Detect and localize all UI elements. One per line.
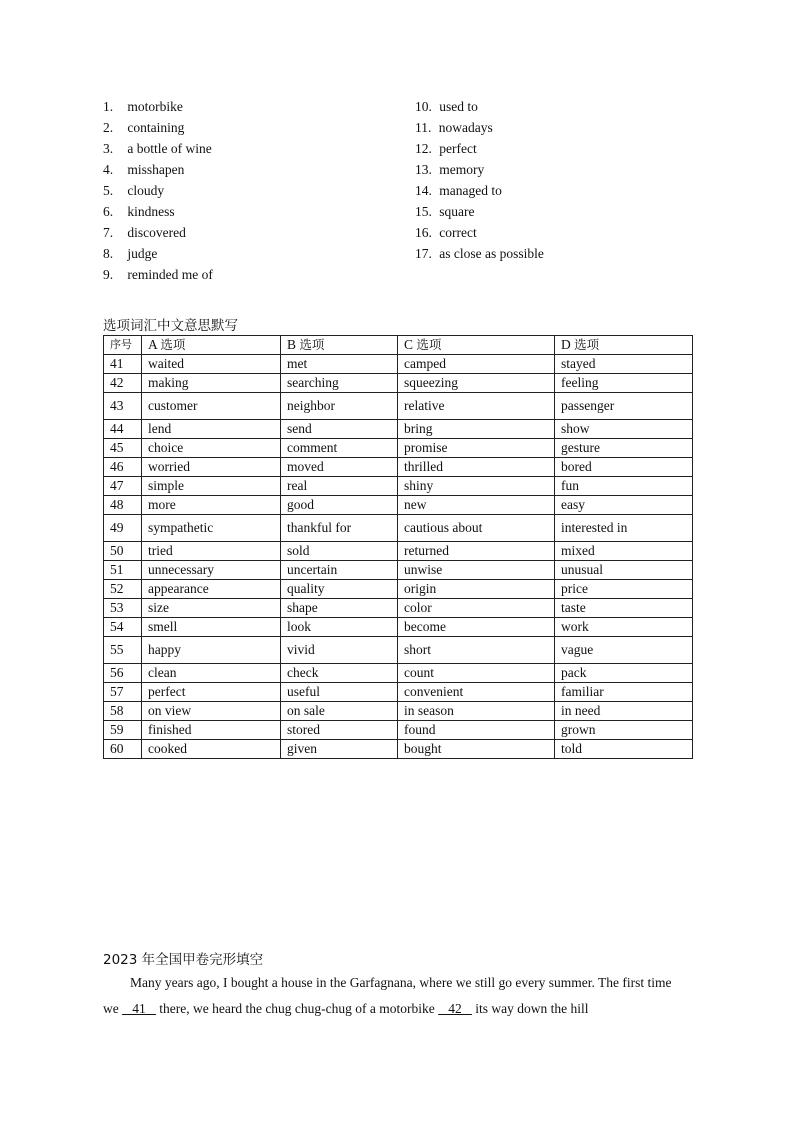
header-cn: 选项 xyxy=(574,337,600,352)
answer-number: 10. xyxy=(415,99,432,114)
answer-text: used to xyxy=(439,99,478,114)
cell-option-c: in season xyxy=(398,702,555,721)
passage-text xyxy=(103,970,703,1022)
cell-option-c: bring xyxy=(398,420,555,439)
answer-text: misshapen xyxy=(127,162,185,177)
cell-option-d: passenger xyxy=(555,393,693,420)
answer-number: 11. xyxy=(415,120,432,135)
cell-option-a: customer xyxy=(142,393,281,420)
cell-row-index: 41 xyxy=(104,355,142,374)
cell-option-c: promise xyxy=(398,439,555,458)
cell-option-c: count xyxy=(398,664,555,683)
cell-row-index: 58 xyxy=(104,702,142,721)
header-cn: 选项 xyxy=(416,337,442,352)
table-row xyxy=(104,496,693,515)
cell-option-a: appearance xyxy=(142,580,281,599)
header-cn: 选项 xyxy=(160,337,186,352)
header-letter: D xyxy=(561,337,575,352)
cell-option-c: cautious about xyxy=(398,515,555,542)
cell-row-index: 42 xyxy=(104,374,142,393)
answer-text: as close as possible xyxy=(439,246,544,261)
cell-option-b: quality xyxy=(281,580,398,599)
answer-number: 5. xyxy=(103,183,114,198)
cell-option-c: bought xyxy=(398,740,555,759)
cell-row-index: 49 xyxy=(104,515,142,542)
cell-option-b: good xyxy=(281,496,398,515)
cell-option-c: short xyxy=(398,637,555,664)
cell-option-b: useful xyxy=(281,683,398,702)
cell-option-d: vague xyxy=(555,637,693,664)
answer-column-right xyxy=(415,96,544,264)
table-row xyxy=(104,439,693,458)
answer-text: cloudy xyxy=(127,183,165,198)
header-option-d xyxy=(555,336,693,355)
table-row xyxy=(104,637,693,664)
passage-line: Many years ago, I bought a house in the Garfagnana, where we still go every summer. The first time xyxy=(130,975,672,990)
table-title: 选项词汇中文意思默写 xyxy=(103,318,238,334)
cell-option-a: cooked xyxy=(142,740,281,759)
cell-option-b: stored xyxy=(281,721,398,740)
cell-option-a: sympathetic xyxy=(142,515,281,542)
cell-option-d: stayed xyxy=(555,355,693,374)
cell-option-b: moved xyxy=(281,458,398,477)
cell-option-b: uncertain xyxy=(281,561,398,580)
passage-text-segment: there, we heard the chug chug-chug of a motorbike xyxy=(155,1001,439,1016)
cell-option-c: color xyxy=(398,599,555,618)
answer-number: 9. xyxy=(103,267,114,282)
cell-option-b: neighbor xyxy=(281,393,398,420)
answer-item xyxy=(415,159,544,180)
table-row xyxy=(104,477,693,496)
passage-text-segment: we xyxy=(103,1001,123,1016)
answer-text: nowadays xyxy=(438,120,493,135)
cell-option-d: in need xyxy=(555,702,693,721)
cell-row-index: 59 xyxy=(104,721,142,740)
cell-option-d: work xyxy=(555,618,693,637)
cell-option-c: found xyxy=(398,721,555,740)
cell-option-a: happy xyxy=(142,637,281,664)
cell-option-b: thankful for xyxy=(281,515,398,542)
answer-number: 16. xyxy=(415,225,432,240)
table-row xyxy=(104,618,693,637)
header-letter: C xyxy=(404,337,417,352)
cell-option-b: check xyxy=(281,664,398,683)
cell-option-b: sold xyxy=(281,542,398,561)
answer-item xyxy=(103,117,213,138)
answer-number: 15. xyxy=(415,204,432,219)
cell-row-index: 50 xyxy=(104,542,142,561)
answer-item xyxy=(103,138,213,159)
table-row xyxy=(104,515,693,542)
table-row xyxy=(104,561,693,580)
cell-option-d: feeling xyxy=(555,374,693,393)
cell-option-d: pack xyxy=(555,664,693,683)
answer-item xyxy=(103,222,213,243)
cell-option-a: on view xyxy=(142,702,281,721)
cell-option-d: told xyxy=(555,740,693,759)
cell-option-a: finished xyxy=(142,721,281,740)
answer-text: discovered xyxy=(127,225,186,240)
header-letter: A xyxy=(148,337,161,352)
answer-number: 8. xyxy=(103,246,114,261)
cell-option-d: price xyxy=(555,580,693,599)
answer-text: judge xyxy=(127,246,158,261)
cell-option-b: given xyxy=(281,740,398,759)
cell-row-index: 55 xyxy=(104,637,142,664)
cell-option-a: worried xyxy=(142,458,281,477)
table-row xyxy=(104,374,693,393)
cell-option-b: comment xyxy=(281,439,398,458)
cell-option-b: shape xyxy=(281,599,398,618)
answer-number: 17. xyxy=(415,246,432,261)
table-row xyxy=(104,683,693,702)
cell-option-b: real xyxy=(281,477,398,496)
answer-key xyxy=(103,96,703,286)
table-row xyxy=(104,393,693,420)
answer-text: motorbike xyxy=(127,99,183,114)
answer-column-left xyxy=(103,96,213,285)
cell-row-index: 46 xyxy=(104,458,142,477)
cell-option-c: shiny xyxy=(398,477,555,496)
answer-item xyxy=(415,138,544,159)
cell-option-a: making xyxy=(142,374,281,393)
blank-42: 42 xyxy=(438,1001,472,1016)
cell-option-d: taste xyxy=(555,599,693,618)
cell-option-d: easy xyxy=(555,496,693,515)
blank-41: 41 xyxy=(122,1001,156,1016)
cell-row-index: 43 xyxy=(104,393,142,420)
cell-option-a: unnecessary xyxy=(142,561,281,580)
table-row xyxy=(104,420,693,439)
answer-text: reminded me of xyxy=(127,267,213,282)
cell-option-c: convenient xyxy=(398,683,555,702)
cell-row-index: 45 xyxy=(104,439,142,458)
answer-item xyxy=(415,180,544,201)
cell-option-a: clean xyxy=(142,664,281,683)
table-header-row xyxy=(104,336,693,355)
cell-option-a: perfect xyxy=(142,683,281,702)
answer-number: 14. xyxy=(415,183,432,198)
header-index: 序号 xyxy=(104,336,142,355)
cell-option-a: lend xyxy=(142,420,281,439)
cell-row-index: 51 xyxy=(104,561,142,580)
cell-option-d: unusual xyxy=(555,561,693,580)
answer-item xyxy=(415,222,544,243)
answer-number: 2. xyxy=(103,120,114,135)
passage-line xyxy=(103,996,703,1022)
cell-option-d: interested in xyxy=(555,515,693,542)
answer-number: 12. xyxy=(415,141,432,156)
cell-option-a: simple xyxy=(142,477,281,496)
answer-number: 1. xyxy=(103,99,114,114)
cell-row-index: 47 xyxy=(104,477,142,496)
table-row xyxy=(104,702,693,721)
answer-text: square xyxy=(439,204,475,219)
answer-item xyxy=(415,243,544,264)
answer-item xyxy=(103,243,213,264)
cell-option-d: bored xyxy=(555,458,693,477)
header-cn: 选项 xyxy=(299,337,325,352)
table-row xyxy=(104,580,693,599)
cell-option-a: size xyxy=(142,599,281,618)
cell-option-c: origin xyxy=(398,580,555,599)
answer-item xyxy=(103,96,213,117)
answer-number: 13. xyxy=(415,162,432,177)
cell-option-d: mixed xyxy=(555,542,693,561)
answer-item xyxy=(103,159,213,180)
vocabulary-table xyxy=(103,335,693,759)
table-row xyxy=(104,599,693,618)
header-letter: B xyxy=(287,337,300,352)
cell-option-c: squeezing xyxy=(398,374,555,393)
cell-option-d: show xyxy=(555,420,693,439)
answer-number: 6. xyxy=(103,204,114,219)
cell-option-a: more xyxy=(142,496,281,515)
answer-item xyxy=(415,201,544,222)
answer-number: 7. xyxy=(103,225,114,240)
cell-option-c: returned xyxy=(398,542,555,561)
cell-option-a: waited xyxy=(142,355,281,374)
answer-item xyxy=(103,201,213,222)
cell-row-index: 44 xyxy=(104,420,142,439)
answer-text: perfect xyxy=(439,141,477,156)
cell-row-index: 56 xyxy=(104,664,142,683)
answer-text: kindness xyxy=(127,204,175,219)
cell-option-d: fun xyxy=(555,477,693,496)
table-row xyxy=(104,740,693,759)
answer-item xyxy=(415,96,544,117)
header-option-a xyxy=(142,336,281,355)
cell-option-c: thrilled xyxy=(398,458,555,477)
passage-title: 2023 年全国甲卷完形填空 xyxy=(103,952,264,968)
cell-row-index: 52 xyxy=(104,580,142,599)
cell-option-d: gesture xyxy=(555,439,693,458)
cell-option-b: met xyxy=(281,355,398,374)
header-option-b xyxy=(281,336,398,355)
cell-row-index: 60 xyxy=(104,740,142,759)
answer-number: 3. xyxy=(103,141,114,156)
cell-option-d: grown xyxy=(555,721,693,740)
cell-option-b: vivid xyxy=(281,637,398,664)
cell-option-b: send xyxy=(281,420,398,439)
header-option-c xyxy=(398,336,555,355)
cell-option-b: on sale xyxy=(281,702,398,721)
answer-number: 4. xyxy=(103,162,114,177)
cell-row-index: 48 xyxy=(104,496,142,515)
answer-text: correct xyxy=(439,225,477,240)
answer-item xyxy=(103,264,213,285)
answer-text: memory xyxy=(439,162,485,177)
cell-option-c: become xyxy=(398,618,555,637)
cell-option-d: familiar xyxy=(555,683,693,702)
cell-row-index: 53 xyxy=(104,599,142,618)
passage-text-segment: its way down the hill xyxy=(471,1001,589,1016)
cell-option-c: new xyxy=(398,496,555,515)
cell-option-b: searching xyxy=(281,374,398,393)
table-row xyxy=(104,458,693,477)
answer-text: containing xyxy=(127,120,185,135)
answer-item xyxy=(103,180,213,201)
table-row xyxy=(104,664,693,683)
table-row xyxy=(104,721,693,740)
cell-option-a: smell xyxy=(142,618,281,637)
table-row xyxy=(104,355,693,374)
table-row xyxy=(104,542,693,561)
cell-row-index: 57 xyxy=(104,683,142,702)
cell-option-c: unwise xyxy=(398,561,555,580)
cell-option-a: tried xyxy=(142,542,281,561)
cell-option-c: relative xyxy=(398,393,555,420)
answer-text: managed to xyxy=(439,183,502,198)
answer-item xyxy=(415,117,544,138)
cell-option-b: look xyxy=(281,618,398,637)
cell-option-a: choice xyxy=(142,439,281,458)
answer-text: a bottle of wine xyxy=(127,141,212,156)
cell-row-index: 54 xyxy=(104,618,142,637)
cell-option-c: camped xyxy=(398,355,555,374)
